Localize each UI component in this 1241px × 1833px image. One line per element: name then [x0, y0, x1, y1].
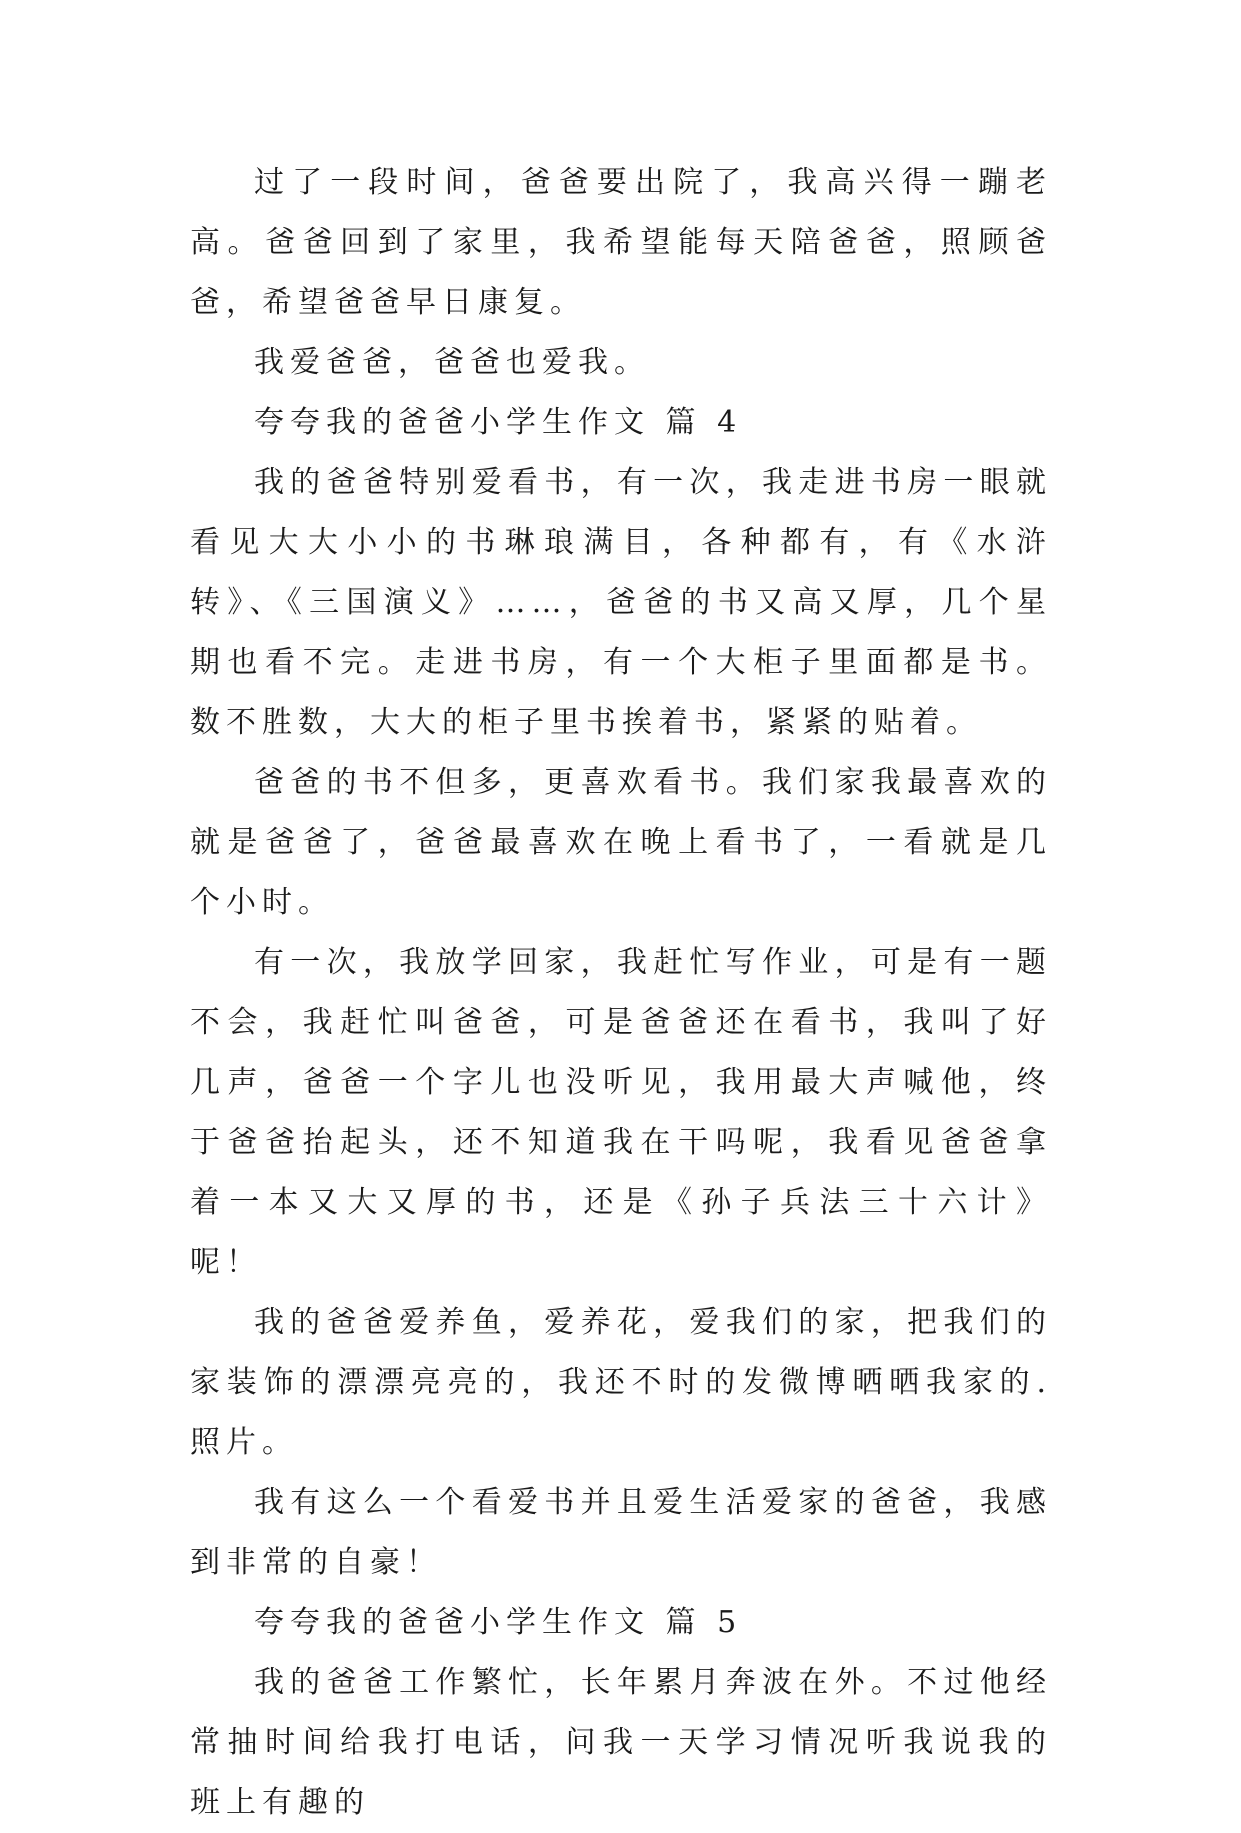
paragraph: 我有这么一个看爱书并且爱生活爱家的爸爸，我感到非常的自豪！ — [190, 1485, 1052, 1580]
paragraph: 有一次，我放学回家，我赶忙写作业，可是有一题不会，我赶忙叫爸爸，可是爸爸还在看书，我叫了好几声，爸爸一个字儿也没听见，我用最大声喊他，终于爸爸抬起头，还不知道我在干吗呢，我看见爸爸拿着一本又大又厚的书，还是《孙子兵法三十六计》呢！ — [190, 945, 1052, 1280]
paragraph: 我的爸爸爱养鱼，爱养花，爱我们的家，把我们的家装饰的漂漂亮亮的，我还不时的发微博晒晒我家的.照片。 — [190, 1305, 1052, 1460]
section-heading: 夸夸我的爸爸小学生作文 篇 4 — [254, 405, 743, 440]
document-page — [190, 153, 1052, 1833]
paragraph: 我的爸爸工作繁忙，长年累月奔波在外。不过他经常抽时间给我打电话，问我一天学习情况听我说我的班上有趣的 — [190, 1665, 1052, 1820]
section-heading: 夸夸我的爸爸小学生作文 篇 5 — [254, 1605, 743, 1640]
paragraph: 我的爸爸特别爱看书，有一次，我走进书房一眼就看见大大小小的书琳琅满目，各种都有，有《水浒转》、《三国演义》……，爸爸的书又高又厚，几个星期也看不完。走进书房，有一个大柜子里面都是书。数不胜数，大大的柜子里书挨着书，紧紧的贴着。 — [190, 465, 1052, 740]
paragraph: 我爱爸爸，爸爸也爱我。 — [254, 345, 650, 380]
paragraph: 过了一段时间，爸爸要出院了，我高兴得一蹦老高。爸爸回到了家里，我希望能每天陪爸爸，照顾爸爸，希望爸爸早日康复。 — [190, 165, 1052, 320]
paragraph: 爸爸的书不但多，更喜欢看书。我们家我最喜欢的就是爸爸了，爸爸最喜欢在晚上看书了，一看就是几个小时。 — [190, 765, 1052, 920]
